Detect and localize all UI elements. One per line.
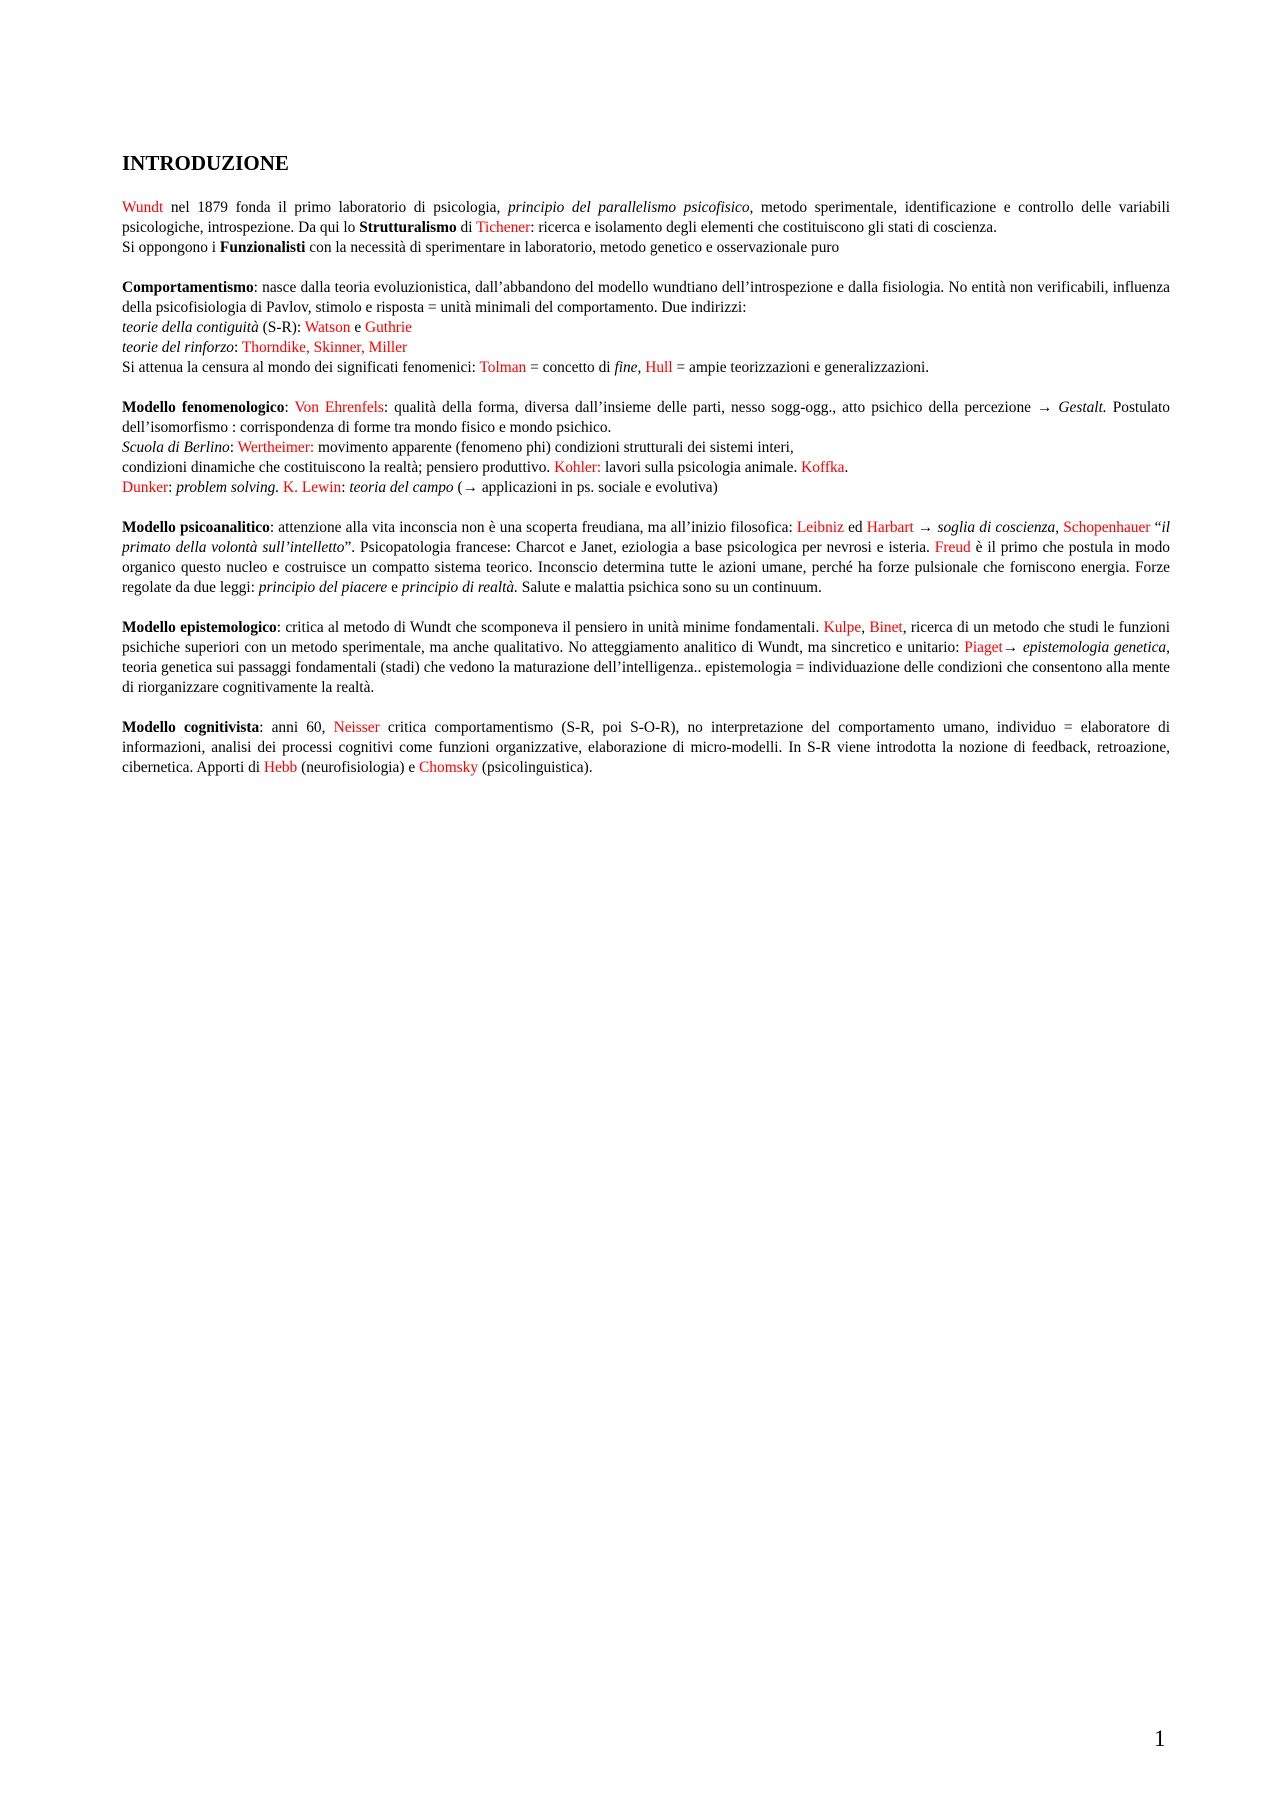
heading-cognitivista: Modello cognitivista <box>122 719 260 736</box>
name-wertheimer: Wertheimer: <box>237 439 315 456</box>
name-dunker: Dunker <box>122 479 169 496</box>
name-guthrie: Guthrie <box>365 319 413 336</box>
paragraph-psicoanalitico: Modello psicoanalitico: attenzione alla vita inconscia non è una scoperta freudiana, ma all’inizio filosofica: Leibniz ed Harbart → soglia di coscienza, Schopenhauer “il primato della volontà sull’intelletto”. Psicopatologia francese: Charcot e Janet, eziologia a base psicologica per nevrosi e isteria. Freud è il primo che postula in modo organico questo nucleo e costruisce un compatto sistema teorico. Inconscio determina tutte le azioni umane, perché ha forze pulsionale che forniscono energia. Forze regolate da due leggi: principio del piacere e principio di realtà. Salute e malattia psichica sono su un continuum. <box>122 519 1170 596</box>
heading-epistemologico: Modello epistemologico <box>122 619 277 636</box>
name-hebb: Hebb <box>263 759 298 776</box>
paragraph-epistemologico: Modello epistemologico: critica al metodo di Wundt che scomponeva il pensiero in unità minime fondamentali. Kulpe, Binet, ricerca di un metodo che studi le funzioni psichiche superiori con un metodo sperimentale, ma anche qualitativo. No atteggiamento analitico di Wundt, ma sincretico e unitario: Piaget→ epistemologia genetica, teoria genetica sui passaggi fondamentali (stadi) che vedono la maturazione dell’intelligenza.. epistemologia = individuazione delle condizioni che consentono alla mente di riorganizzare cognitivamente la realtà. <box>122 619 1170 696</box>
name-schopenhauer: Schopenhauer <box>1063 519 1151 536</box>
name-tichener: Tichener <box>476 219 531 236</box>
name-binet: Binet <box>869 619 903 636</box>
paragraph-introduzione: Wundt nel 1879 fonda il primo laboratorio di psicologia, principio del parallelismo psicofisico, metodo sperimentale, identificazione e controllo delle variabili psicologiche, introspezione. Da qui lo Strutturalismo di Tichener: ricerca e isolamento degli elementi che costituiscono gli stati di coscienza. Si oppongono i Funzionalisti con la necessità di sperimentare in laboratorio, metodo genetico e osservazionale puro <box>122 199 1171 256</box>
name-harbart: Harbart <box>866 519 914 536</box>
heading-fenomenologico: Modello fenomenologico <box>122 399 285 416</box>
term-funzionalisti: Funzionalisti <box>219 239 306 256</box>
name-lewin: K. Lewin <box>283 479 342 496</box>
name-kohler: Kohler: <box>554 459 602 476</box>
paragraph-cognitivista: Modello cognitivista: anni 60, Neisser critica comportamentismo (S-R, poi S-O-R), no interpretazione del comportamento umano, individuo = elaboratore di informazioni, analisi dei processi cognitivi come funzioni organizzative, elaborazione di micro-modelli. In S-R viene introdotta la nozione di feedback, retroazione, cibernetica. Apporti di Hebb (neurofisiologia) e Chomsky (psicolinguistica). <box>122 719 1170 776</box>
name-wundt: Wundt <box>122 199 164 216</box>
name-hull: Hull <box>645 359 673 376</box>
name-kulpe: Kulpe <box>823 619 862 636</box>
heading-psicoanalitico: Modello psicoanalitico <box>122 519 270 536</box>
name-chomsky: Chomsky <box>419 759 479 776</box>
name-neisser: Neisser <box>333 719 380 736</box>
document-body <box>122 150 1170 798</box>
name-watson: Watson <box>304 319 351 336</box>
name-koffka: Koffka <box>801 459 845 476</box>
names-rinforzo: Thorndike, Skinner, Miller <box>241 339 408 356</box>
name-leibniz: Leibniz <box>796 519 844 536</box>
paragraph-fenomenologico: Modello fenomenologico: Von Ehrenfels: qualità della forma, diversa dall’insieme delle parti, nesso sogg-ogg., atto psichico della percezione → Gestalt. Postulato dell’isomorfismo : corrispondenza di forme tra mondo fisico e mondo psichico. Scuola di Berlino: Wertheimer: movimento apparente (fenomeno phi) condizioni strutturali dei sistemi interi, condizioni dinamiche che costituiscono la realtà; pensiero produttivo. Kohler: lavori sulla psicologia animale. Koffka. Dunker: problem solving. K. Lewin: teoria del campo (→ applicazioni in ps. sociale e evolutiva) <box>122 399 1170 496</box>
page-number: 1 <box>1154 1726 1166 1751</box>
name-tolman: Tolman <box>479 359 527 376</box>
document-title: INTRODUZIONE <box>122 151 289 175</box>
name-freud: Freud <box>934 539 971 556</box>
name-piaget: Piaget <box>964 639 1003 656</box>
name-von-ehrenfels: Von Ehrenfels <box>294 399 384 416</box>
paragraph-comportamentismo: Comportamentismo: nasce dalla teoria evoluzionistica, dall’abbandono del modello wundtiano dell’introspezione e dalla fisiologia. No entità non verificabili, influenza della psicofisiologia di Pavlov, stimolo e risposta = unità minimali del comportamento. Due indirizzi: teorie della contiguità (S-R): Watson e Guthrie teorie del rinforzo: Thorndike, Skinner, Miller Si attenua la censura al mondo dei significati fenomenici: Tolman = concetto di fine, Hull = ampie teorizzazioni e generalizzazioni. <box>122 279 1170 376</box>
term-strutturalismo: Strutturalismo <box>359 219 457 236</box>
heading-comportamentismo: Comportamentismo <box>122 279 254 296</box>
